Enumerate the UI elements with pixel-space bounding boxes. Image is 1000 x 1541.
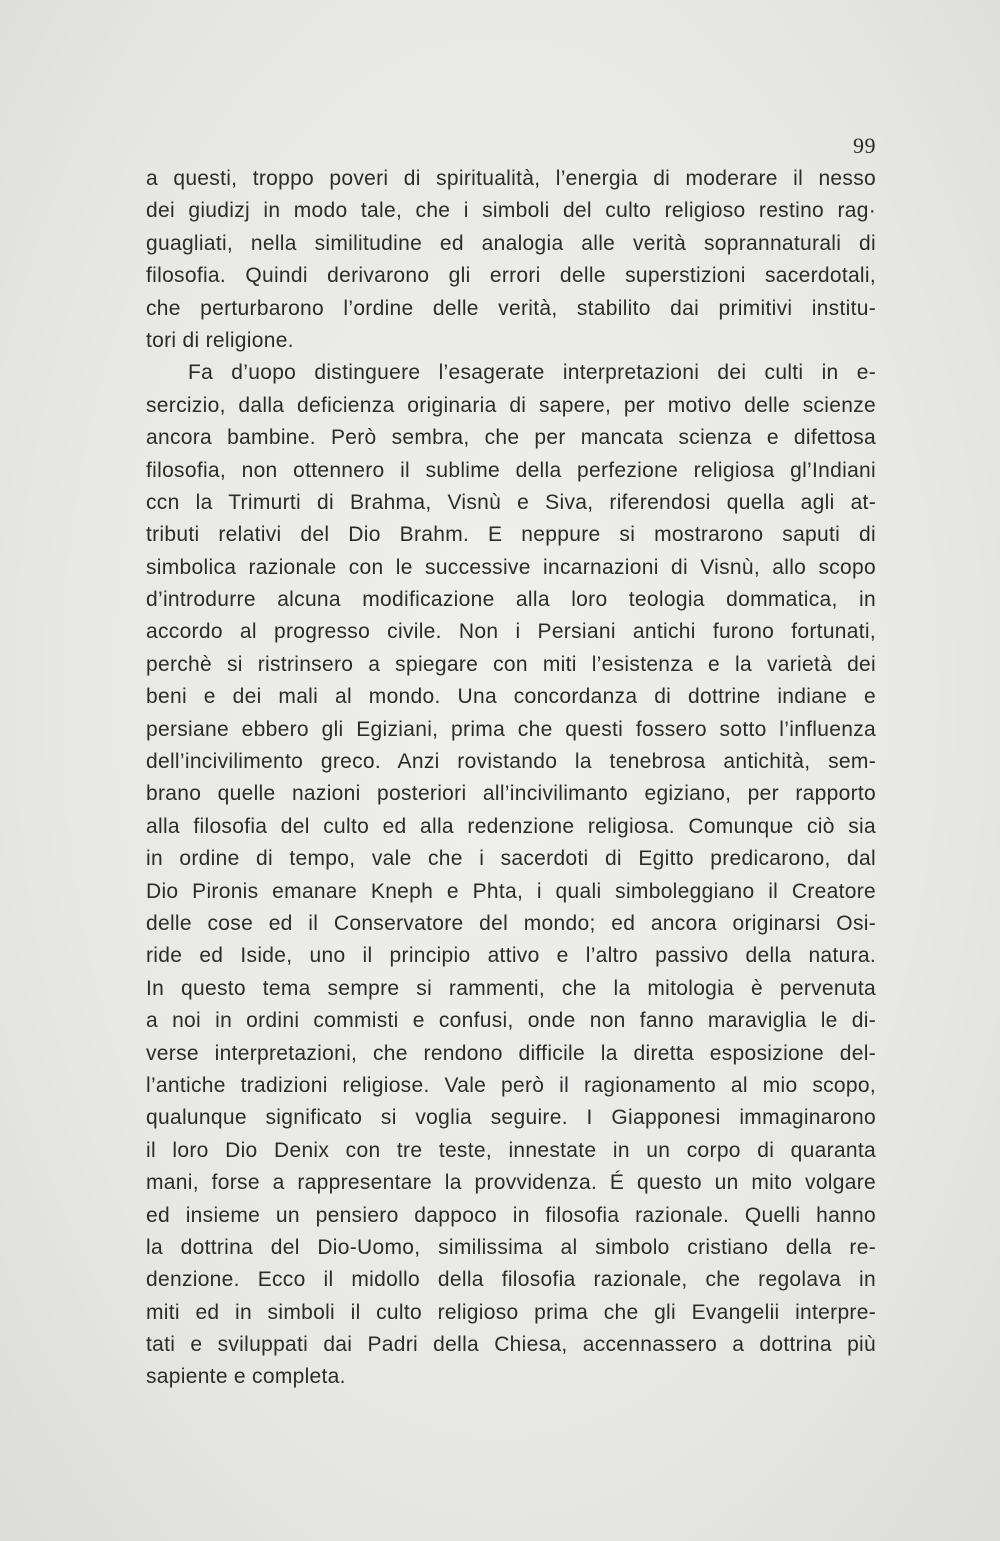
- text-line: Dio Pironis emanare Kneph e Phta, i quali simboleggiano il Creatore: [146, 879, 876, 903]
- text-line: verse interpretazioni, che rendono difficile la diretta esposizione del-: [146, 1041, 876, 1065]
- text-line: l’antiche tradizioni religiose. Vale però il ragionamento al mio scopo,: [146, 1073, 876, 1097]
- text-line: denzione. Ecco il midollo della filosofia razionale, che regolava in: [146, 1268, 876, 1292]
- text-line: a noi in ordini commisti e confusi, onde non fanno maraviglia le di-: [146, 1009, 876, 1033]
- text-line: tributi relativi del Dio Brahm. E neppure si mostrarono saputi di: [146, 523, 876, 547]
- text-line: simbolica razionale con le successive incarnazioni di Visnù, allo scopo: [146, 555, 876, 579]
- text-line: miti ed in simboli il culto religioso prima che gli Evangelii interpre-: [146, 1300, 876, 1324]
- text-line: filosofia. Quindi derivarono gli errori delle superstizioni sacerdotali,: [146, 264, 876, 288]
- text-line: persiane ebbero gli Egiziani, prima che questi fossero sotto l’influenza: [146, 717, 876, 741]
- text-line: tati e sviluppati dai Padri della Chiesa, accennassero a dottrina più: [146, 1333, 876, 1357]
- text-line: beni e dei mali al mondo. Una concordanza di dottrine indiane e: [146, 685, 876, 709]
- text-line: il loro Dio Denix con tre teste, innestate in un corpo di quaranta: [146, 1138, 876, 1162]
- text-line: tori di religione.: [146, 328, 294, 352]
- text-line: Fa d’uopo distinguere l’esagerate interpretazioni dei culti in e-: [188, 361, 876, 385]
- text-line: d’introdurre alcuna modificazione alla loro teologia dommatica, in: [146, 588, 876, 612]
- text-line: ride ed Iside, uno il principio attivo e l’altro passivo della natura.: [146, 944, 876, 968]
- text-line: guagliati, nella similitudine ed analogia alle verità soprannaturali di: [146, 231, 876, 255]
- text-line: brano quelle nazioni posteriori all’incivilimanto egiziano, per rapporto: [146, 782, 876, 806]
- text-line: dell’incivilimento greco. Anzi rovistando la tenebrosa antichità, sem-: [146, 750, 876, 774]
- text-line: qualunque significato si voglia seguire. I Giapponesi immaginarono: [146, 1106, 876, 1130]
- text-line: in ordine di tempo, vale che i sacerdoti di Egitto predicarono, dal: [146, 847, 876, 871]
- text-line: ancora bambine. Però sembra, che per mancata scienza e difettosa: [146, 426, 876, 450]
- text-line: mani, forse a rappresentare la provvidenza. É questo un mito volgare: [146, 1171, 876, 1195]
- text-line: ed insieme un pensiero dappoco in filosofia razionale. Quelli hanno: [146, 1203, 876, 1227]
- text-line: filosofia, non ottennero il sublime della perfezione religiosa gl’Indiani: [146, 458, 876, 482]
- text-line: delle cose ed il Conservatore del mondo; ed ancora originarsi Osi-: [146, 911, 876, 935]
- text-line: sercizio, dalla deficienza originaria di sapere, per motivo delle scienze: [146, 393, 876, 417]
- text-line: ccn la Trimurti di Brahma, Visnù e Siva, riferendosi quella agli at-: [146, 490, 876, 514]
- page-number: 99: [853, 133, 876, 158]
- text-line: sapiente e completa.: [146, 1365, 346, 1389]
- text-line: In questo tema sempre si rammenti, che la mitologia è pervenuta: [146, 976, 876, 1000]
- text-line: che perturbarono l’ordine delle verità, stabilito dai primitivi institu-: [146, 296, 876, 320]
- text-line: dei giudizj in modo tale, che i simboli del culto religioso restino rag·: [146, 199, 876, 223]
- body-text: [146, 163, 876, 1394]
- text-line: alla filosofia del culto ed alla redenzione religiosa. Comunque ciò sia: [146, 814, 876, 838]
- text-line: accordo al progresso civile. Non i Persiani antichi furono fortunati,: [146, 620, 876, 644]
- text-line: la dottrina del Dio-Uomo, similissima al simbolo cristiano della re-: [146, 1235, 876, 1259]
- text-line: perchè si ristrinsero a spiegare con miti l’esistenza e la varietà dei: [146, 652, 876, 676]
- text-line: a questi, troppo poveri di spiritualità, l’energia di moderare il nesso: [146, 167, 876, 190]
